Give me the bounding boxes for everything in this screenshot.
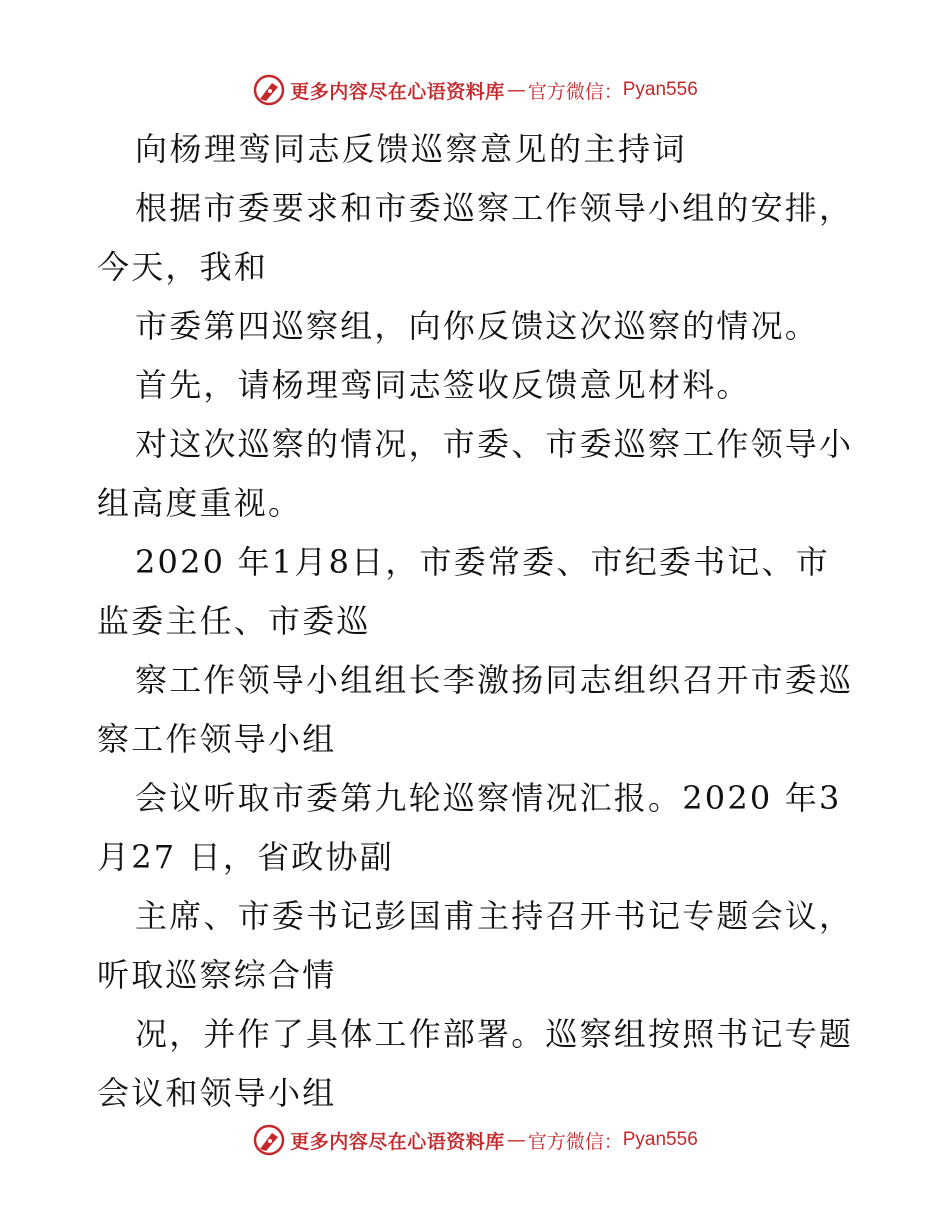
pen-nib-logo-icon [252,1123,286,1157]
document-body [97,120,857,1123]
paragraph-line: 会议和领导小组 [97,1074,337,1112]
paragraph-line: 今天，我和 [97,248,269,286]
paragraph-line: 2020 年1月8日，市委常委、市纪委书记、市 [135,543,830,581]
paragraph-line: 监委主任、市委巡 [97,602,371,640]
paragraph-line: 月27 日，省政协副 [97,838,394,876]
paragraph-line: 况，并作了具体工作部署。巡察组按照书记专题 [135,1015,854,1053]
paragraph-line: 组高度重视。 [97,484,303,522]
watermark-contact-id: Pyan556 [622,1129,698,1150]
paragraph-line: 会议听取市委第九轮巡察情况汇报。2020 年3 [135,779,842,817]
watermark-contact-id: Pyan556 [622,79,698,100]
watermark-separator: — [506,79,526,101]
watermark-contact-label: 官方微信： [527,80,623,103]
document-title: 向杨理鸾同志反馈巡察意见的主持词 [135,130,688,168]
header-watermark [0,70,950,110]
footer-watermark [0,1120,950,1160]
paragraph-line: 察工作领导小组组长李激扬同志组织召开市委巡 [135,661,854,699]
paragraph-line: 对这次巡察的情况，市委、市委巡察工作领导小 [135,425,854,463]
watermark-separator: — [506,1129,526,1151]
paragraph-line: 市委第四巡察组，向你反馈这次巡察的情况。 [135,307,820,345]
watermark-contact-label: 官方微信： [527,1130,623,1153]
pen-nib-logo-icon [252,73,286,107]
paragraph-line: 首先，请杨理鸾同志签收反馈意见材料。 [135,366,751,404]
paragraph-line: 察工作领导小组 [97,720,337,758]
paragraph-line: 听取巡察综合情 [97,956,337,994]
paragraph-line: 根据市委要求和市委巡察工作领导小组的安排， [135,189,854,227]
paragraph-line: 主席、市委书记彭国甫主持召开书记专题会议， [135,897,854,935]
watermark-site: 更多内容尽在心语资料库 [290,1130,505,1153]
watermark-site: 更多内容尽在心语资料库 [290,80,505,103]
